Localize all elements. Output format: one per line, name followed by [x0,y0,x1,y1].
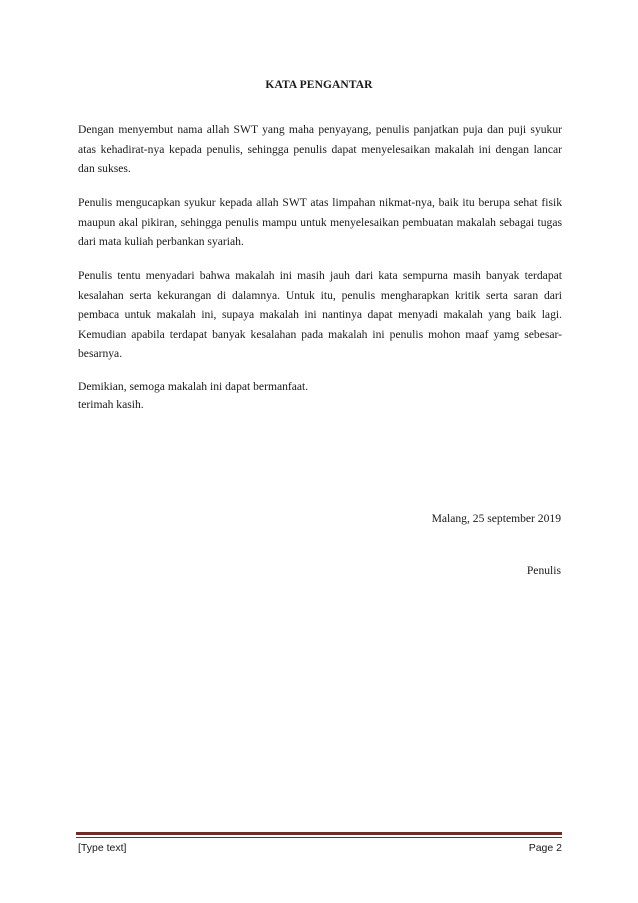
page-title: KATA PENGANTAR [265,79,373,91]
footer-rule-thin [76,837,562,838]
closing-block [78,378,562,414]
footer-page-number: Page 2 [528,842,562,854]
date-line: Malang, 25 september 2019 [431,512,561,525]
paragraph-3: Penulis tentu menyadari bahwa makalah ini masih jauh dari kata sempurna masih banyak terdapat kesalahan serta kekurangan di dalamnya. Untuk itu, penulis mengharapkan kritik serta saran dari pembaca untuk makalah ini, supaya makalah ini nantinya dapat menyadi makalah yang baik lagi. Kemudian apabila terdapat banyak kesalahan pada makalah ini penulis mohon maaf yamg sebesar-besarnya. [78,269,562,360]
page-footer [78,842,562,854]
footer-left-text: [Type text] [78,842,127,854]
closing-line-1: Demikian, semoga makalah ini dapat bermanfaat. [78,380,309,393]
document-body [78,120,562,414]
closing-line-2: terimah kasih. [78,398,144,411]
paragraph-2: Penulis mengucapkan syukur kepada allah SWT atas limpahan nikmat-nya, baik itu berupa sehat fisik maupun akal pikiran, sehingga penulis mampu untuk menyelesaikan pembuatan makalah sebagai tugas dari mata kuliah perbankan syariah. [78,196,562,248]
paragraph-1: Dengan menyembut nama allah SWT yang maha penyayang, penulis panjatkan puja dan puji syukur atas kehadirat-nya kepada penulis, sehingga penulis dapat menyelesaikan makalah ini dengan lancar dan sukses. [78,123,562,175]
footer-rule-thick [76,832,562,835]
signer-name: Penulis [526,564,561,577]
